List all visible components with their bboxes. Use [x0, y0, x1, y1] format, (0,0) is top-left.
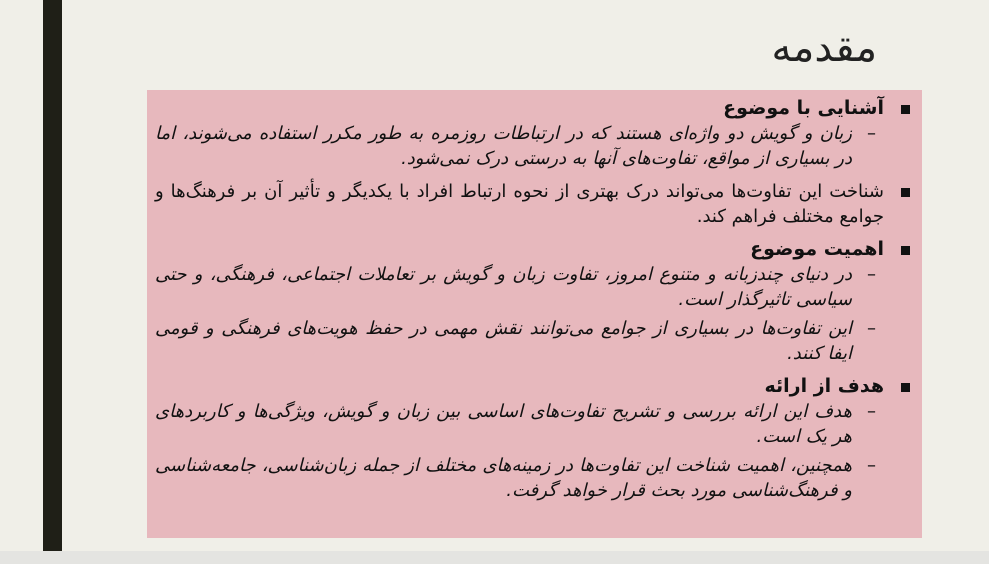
- bullet-item-goal: [155, 374, 884, 399]
- bullet-item-importance: [155, 237, 884, 262]
- sub-item: [155, 121, 884, 171]
- square-bullet-icon: [901, 188, 910, 197]
- bottom-strip: [0, 551, 989, 564]
- sub-item: [155, 453, 884, 503]
- slide-title: مقدمه: [771, 25, 877, 71]
- heading-text: آشنایی با موضوع: [723, 97, 884, 119]
- bullet-text: شناخت این تفاوت‌ها می‌تواند درک بهتری از نحوه ارتباط افراد با یکدیگر و تأثیر آن بر فرهنگ‌ها و جوامع مختلف فراهم کند.: [155, 181, 884, 227]
- sub-item-text: زبان و گویش دو واژه‌ای هستند که در ارتباطات روزمره به طور مکرر استفاده می‌شوند، اما در بسیاری از مواقع، تفاوت‌های آنها به درستی درک نمی‌شود.: [155, 123, 852, 169]
- square-bullet-icon: [901, 246, 910, 255]
- square-bullet-icon: [901, 105, 910, 114]
- heading-text: اهمیت موضوع: [750, 238, 884, 260]
- sub-item: [155, 399, 884, 449]
- bullet-item-topic: [155, 96, 884, 121]
- heading-text: هدف از ارائه: [764, 375, 884, 397]
- sub-item: [155, 316, 884, 366]
- square-bullet-icon: [901, 383, 910, 392]
- content-box: [147, 90, 922, 538]
- sub-item: [155, 262, 884, 312]
- slide-accent-bar: [43, 0, 62, 551]
- dash-bullet-icon: –: [867, 401, 876, 422]
- sub-item-text: هدف این ارائه بررسی و تشریح تفاوت‌های اساسی بین زبان و گویش، ویژگی‌ها و کاربردهای هر یک است.: [155, 401, 852, 447]
- sub-item-text: همچنین، اهمیت شناخت این تفاوت‌ها در زمینه‌های مختلف از جمله زبان‌شناسی، جامعه‌شناسی و فرهنگ‌شناسی مورد بحث قرار خواهد گرفت.: [155, 455, 852, 501]
- dash-bullet-icon: –: [867, 264, 876, 285]
- dash-bullet-icon: –: [867, 123, 876, 144]
- sub-item-text: این تفاوت‌ها در بسیاری از جوامع می‌توانند نقش مهمی در حفظ هویت‌های فرهنگی و قومی ایفا کنند.: [155, 318, 852, 364]
- bullet-item-text: [155, 179, 884, 229]
- dash-bullet-icon: –: [867, 318, 876, 339]
- sub-item-text: در دنیای چندزبانه و متنوع امروز، تفاوت زبان و گویش بر تعاملات اجتماعی، فرهنگی، و حتی سیاسی تاثیرگذار است.: [155, 264, 852, 310]
- dash-bullet-icon: –: [867, 455, 876, 476]
